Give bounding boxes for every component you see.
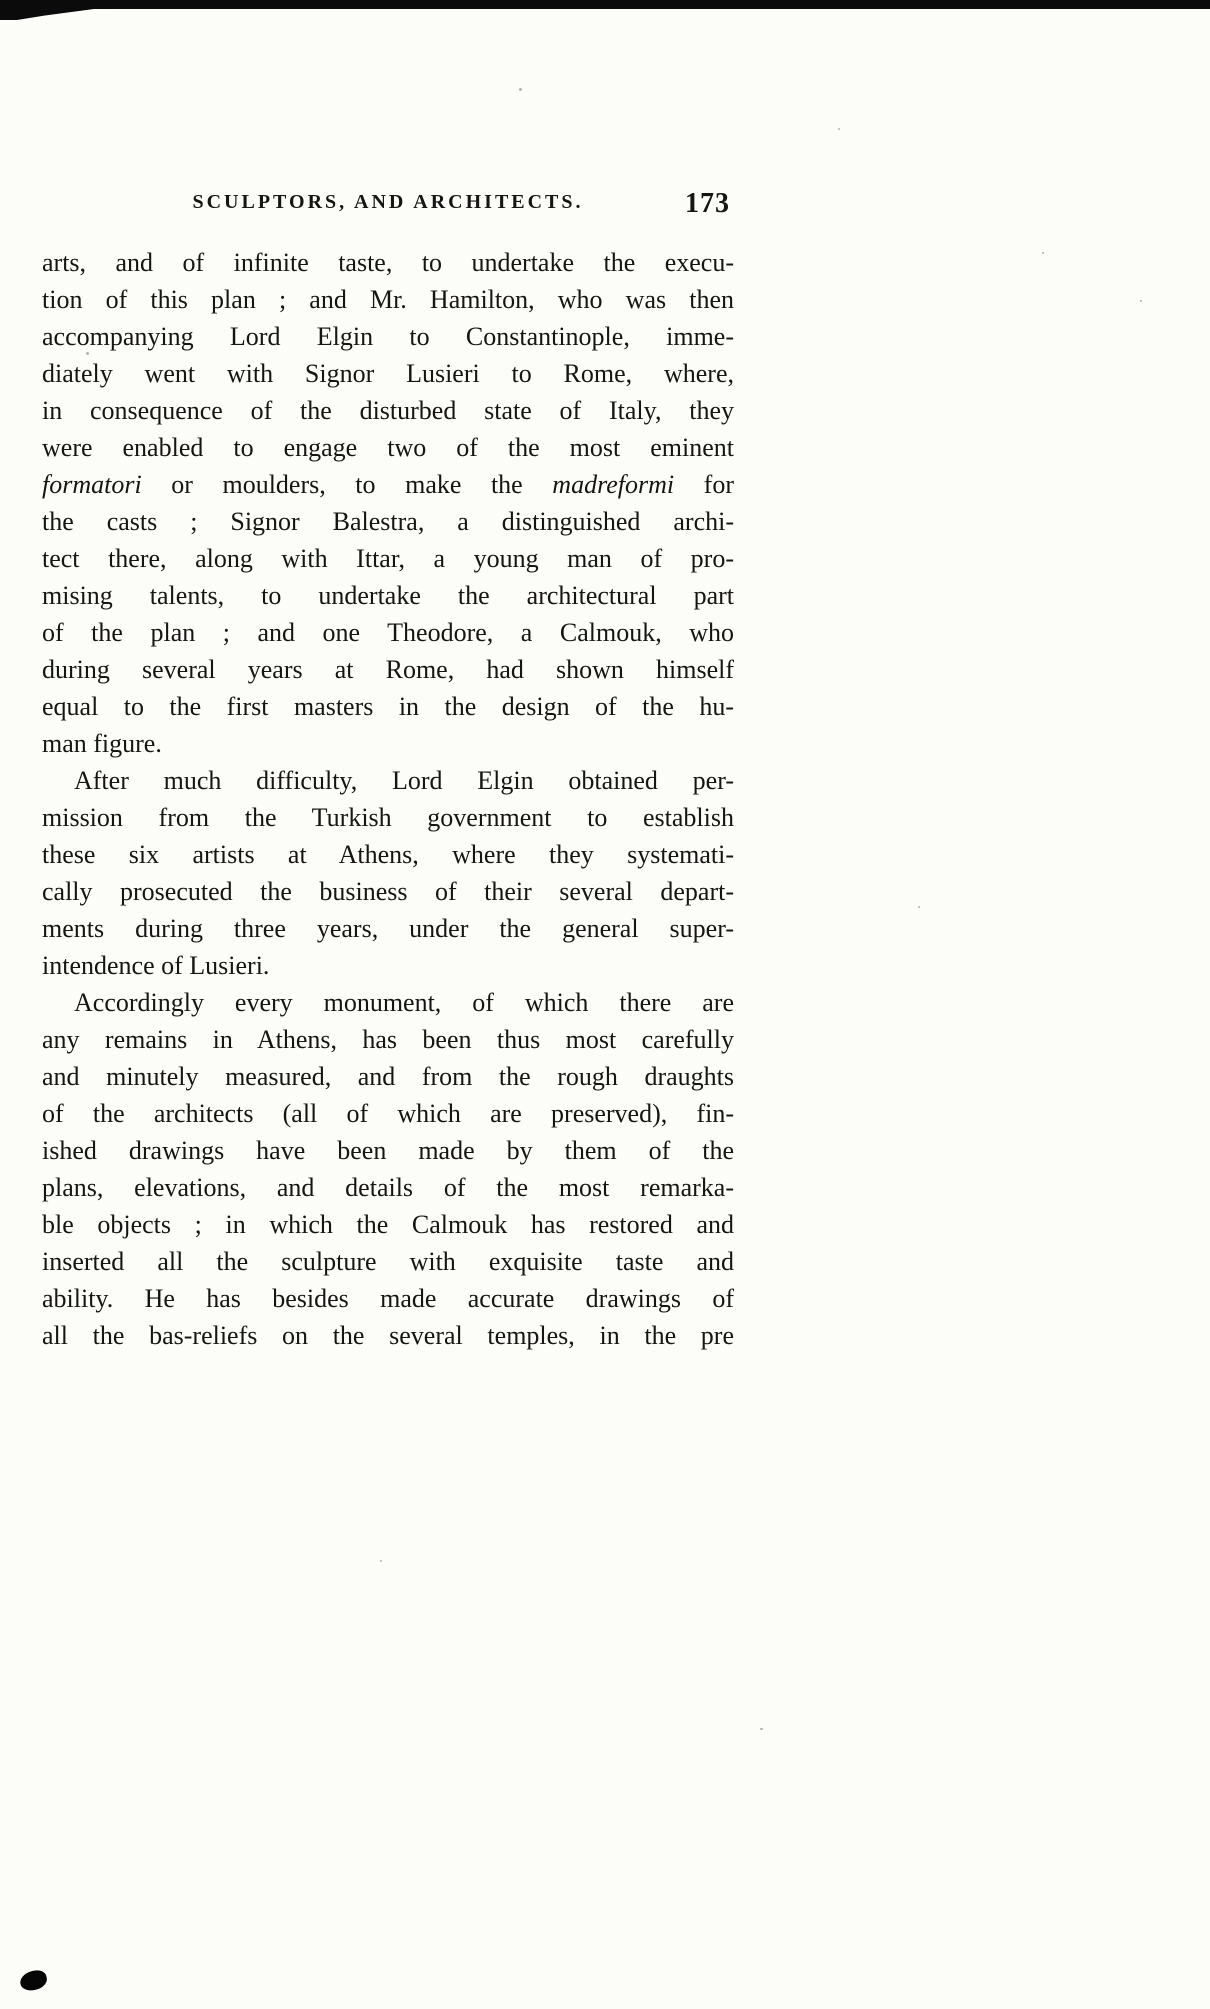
- text-line: inserted all the sculpture with exquisite taste and: [42, 1247, 734, 1276]
- text-line: tion of this plan ; and Mr. Hamilton, who was then: [42, 285, 734, 314]
- text-line: any remains in Athens, has been thus most carefully: [42, 1025, 734, 1054]
- text-line: of the plan ; and one Theodore, a Calmouk, who: [42, 618, 734, 647]
- text-line: accompanying Lord Elgin to Constantinople, imme-: [42, 322, 734, 351]
- text-line: ble objects ; in which the Calmouk has restored and: [42, 1210, 734, 1239]
- text-line: equal to the first masters in the design of the hu-: [42, 692, 734, 721]
- text-line: of the architects (all of which are preserved), fin-: [42, 1099, 734, 1128]
- scan-speck: [519, 88, 522, 91]
- text-line: After much difficulty, Lord Elgin obtained per-: [74, 766, 734, 795]
- scan-speck: [760, 1728, 763, 1730]
- running-header-title: SCULPTORS, AND ARCHITECTS.: [192, 191, 584, 213]
- page-number: 173: [685, 188, 730, 219]
- body-text: [42, 244, 734, 1354]
- scan-artifact-top-edge: [0, 0, 1210, 9]
- text-line: during several years at Rome, had shown himself: [42, 655, 734, 684]
- text-line: ability. He has besides made accurate drawings of: [42, 1284, 734, 1313]
- paragraph: [42, 244, 734, 762]
- paragraph: [42, 762, 734, 984]
- text-line: mising talents, to undertake the architectural part: [42, 581, 734, 610]
- text-line: ments during three years, under the general super-: [42, 914, 734, 943]
- text-line: were enabled to engage two of the most eminent: [42, 433, 734, 462]
- text-line: in consequence of the disturbed state of Italy, they: [42, 396, 734, 425]
- scan-artifact-bottom-left-blot: [18, 1968, 49, 1993]
- text-line: formatori or moulders, to make the madreformi for: [42, 470, 734, 499]
- scan-speck: [918, 906, 920, 908]
- text-line: arts, and of infinite taste, to undertake the execu-: [42, 248, 734, 277]
- scan-artifact-top-left-corner: [0, 0, 170, 20]
- text-line: and minutely measured, and from the rough draughts: [42, 1062, 734, 1091]
- text-line: tect there, along with Ittar, a young man of pro-: [42, 544, 734, 573]
- scan-speck: [838, 128, 840, 130]
- text-line: intendence of Lusieri.: [42, 951, 270, 980]
- text-line: these six artists at Athens, where they systemati-: [42, 840, 734, 869]
- text-line: plans, elevations, and details of the most remarka-: [42, 1173, 734, 1202]
- text-line: diately went with Signor Lusieri to Rome, where,: [42, 359, 734, 388]
- scan-speck: [380, 1560, 382, 1562]
- scan-speck: [1140, 300, 1142, 302]
- paragraph: [42, 984, 734, 1354]
- running-header: [42, 188, 734, 222]
- text-line: mission from the Turkish government to establish: [42, 803, 734, 832]
- text-line: the casts ; Signor Balestra, a distinguished archi-: [42, 507, 734, 536]
- text-line: cally prosecuted the business of their several depart-: [42, 877, 734, 906]
- text-line: all the bas-reliefs on the several temples, in the pre: [42, 1321, 734, 1350]
- text-line: man figure.: [42, 729, 162, 758]
- text-line: ished drawings have been made by them of the: [42, 1136, 734, 1165]
- text-line: Accordingly every monument, of which there are: [74, 988, 734, 1017]
- scan-speck: [1042, 252, 1044, 254]
